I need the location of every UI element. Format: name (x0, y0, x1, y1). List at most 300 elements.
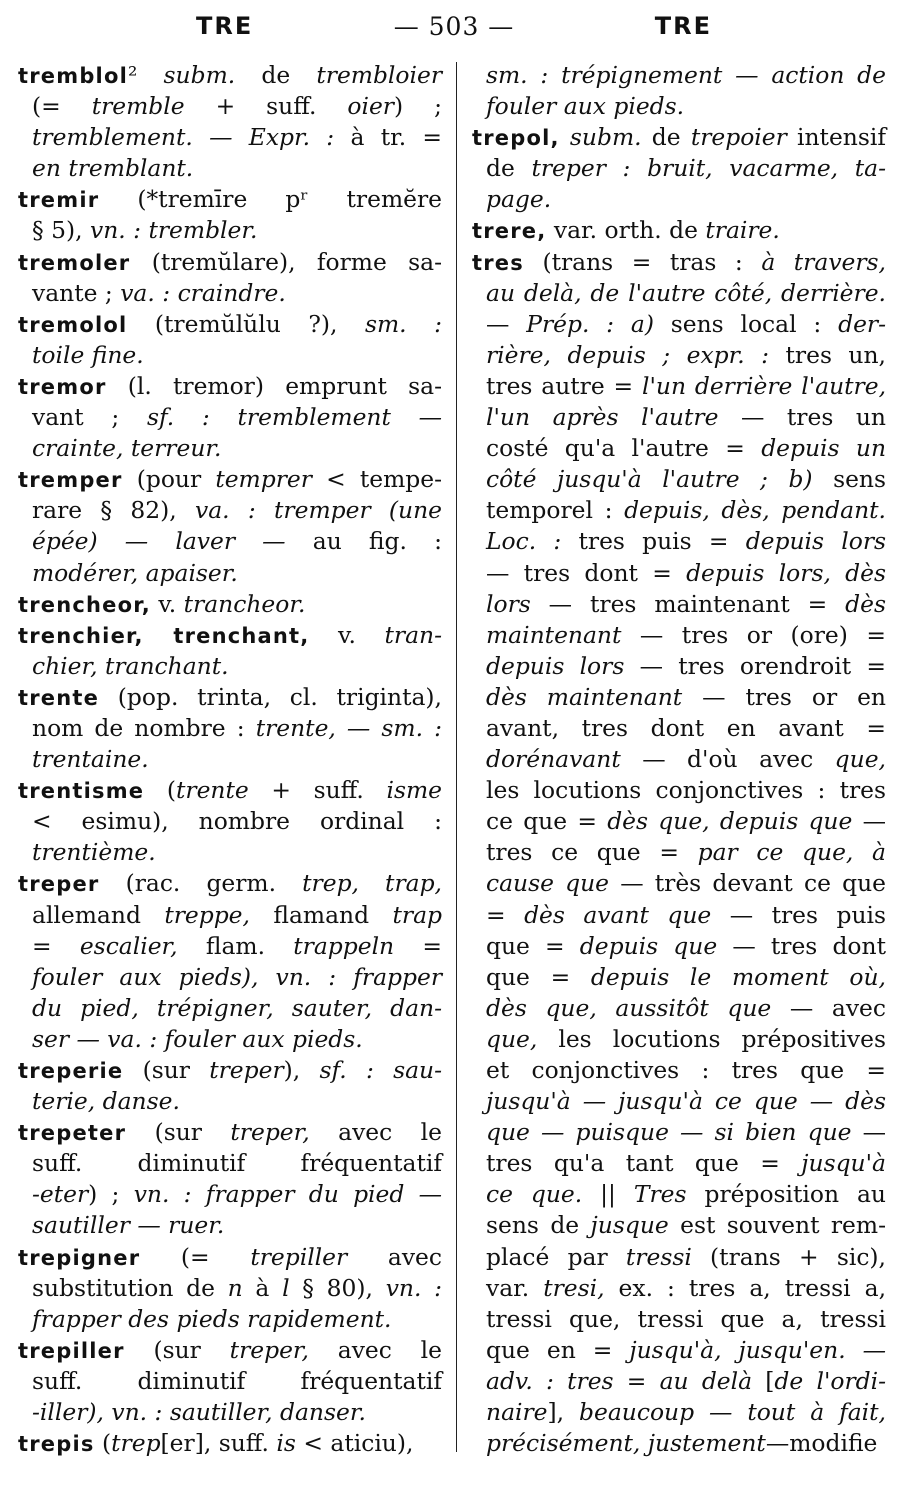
italic-text: que, (486, 1024, 538, 1053)
italic-text: modérer, apaiser. (32, 558, 238, 587)
text-segment: tres un, (769, 340, 886, 369)
entry-line (18, 60, 442, 91)
text-segment: ex. : tres a, tressi a, (604, 1273, 887, 1302)
italic-text: isme (386, 776, 442, 805)
text-segment: (= (32, 92, 92, 121)
text-segment: est souvent rem- (668, 1211, 886, 1240)
italic-text: depuis que (579, 931, 718, 960)
headword: trenchier, trenchant, (18, 623, 310, 648)
italic-text: lors (486, 589, 531, 618)
text-segment: temporel : (486, 496, 625, 525)
text-segment: — tres dont (717, 931, 886, 960)
italic-text: jusqu'à — jusqu'à ce que — dès (486, 1087, 886, 1116)
text-segment: flam. (177, 931, 294, 960)
text-segment: = (394, 931, 442, 960)
text-segment: sens (812, 465, 886, 494)
italic-text: naire (486, 1398, 548, 1427)
italic-text: treper, (230, 1118, 310, 1147)
italic-text: que — puisque — si bien que (486, 1118, 852, 1147)
text-segment: [ (752, 1366, 775, 1395)
text-segment: tres qu'a tant que = (486, 1149, 802, 1178)
italic-text: l (282, 1273, 290, 1302)
italic-text: en tremblant. (32, 154, 194, 183)
text-segment: (trans + sic), (691, 1242, 886, 1271)
headword: trepiller (18, 1338, 125, 1363)
text-segment: intensif (786, 123, 886, 152)
entry-line (18, 184, 442, 215)
headword: tres (472, 250, 524, 275)
headword: trentisme (18, 779, 145, 804)
entry-line (18, 682, 442, 713)
text-line (472, 153, 886, 184)
text-line (472, 1242, 886, 1273)
italic-text: page. (486, 185, 552, 214)
text-line (18, 837, 442, 868)
italic-text: à travers, (761, 247, 886, 276)
page-header (18, 6, 898, 46)
italic-text: depuis lors, dès (686, 558, 886, 587)
italic-text: vn. : trembler. (90, 216, 258, 245)
text-line (472, 837, 886, 868)
text-segment: — tres maintenant = (530, 589, 846, 618)
text-line (472, 1024, 886, 1055)
text-line (472, 1366, 886, 1397)
text-segment: et conjonctives : tres que = (486, 1056, 886, 1084)
text-line (18, 215, 442, 246)
text-segment: vante ; (32, 278, 121, 307)
text-line (472, 868, 886, 899)
italic-text: tran- (384, 620, 443, 649)
text-line (18, 1086, 442, 1117)
italic-text: trentaine. (32, 745, 149, 774)
text-segment: les locutions conjonctives : tres (486, 776, 886, 805)
italic-text: cause que (486, 869, 610, 898)
text-segment: ( (94, 1429, 112, 1458)
italic-text: crainte, terreur. (32, 434, 222, 463)
italic-text: escalier, (79, 931, 178, 960)
text-line (472, 371, 886, 402)
text-segment: v. (309, 620, 385, 649)
text-line (472, 1273, 886, 1304)
italic-text: -eter (32, 1180, 89, 1209)
headword: tremoler (18, 250, 131, 275)
italic-text: dès que, depuis que (607, 807, 853, 836)
italic-text: sf. : tremblement — (146, 403, 442, 432)
italic-text: treper : bruit, vacarme, ta- (531, 154, 886, 183)
italic-text: sm. : trépignement — action de (486, 61, 886, 89)
text-segment: + suff. (184, 92, 348, 121)
italic-text: vn. : (385, 1273, 443, 1302)
text-line (472, 806, 886, 837)
italic-text: Loc. : (486, 527, 562, 556)
text-line (18, 1304, 442, 1335)
italic-text: traire. (705, 216, 780, 245)
text-line (472, 340, 886, 371)
text-segment: — très devant ce que (609, 869, 886, 898)
italic-text: va. : tremper (une (195, 496, 442, 525)
text-line (472, 900, 886, 931)
text-line (18, 806, 442, 837)
text-segment: (trans = tras : (523, 247, 762, 276)
italic-text: depuis le moment où, (590, 962, 886, 991)
text-line (472, 433, 886, 464)
italic-text: terie, danse. (32, 1087, 180, 1116)
text-segment: ( (144, 776, 176, 805)
page-number: — 503 — (393, 11, 515, 41)
text-line (18, 495, 442, 526)
italic-text: trepiller (250, 1242, 348, 1271)
text-line (18, 153, 442, 184)
text-segment: [er], suff. (160, 1429, 277, 1458)
text-segment: — avec (771, 993, 886, 1022)
headword: tremblol (18, 64, 128, 88)
italic-text: trembloier (316, 61, 443, 89)
italic-text: trentième. (32, 838, 156, 867)
italic-text: trap (392, 900, 442, 929)
italic-text: que, (834, 745, 886, 774)
text-line (472, 589, 886, 620)
text-line (18, 713, 442, 744)
text-segment: (pour (122, 465, 216, 494)
text-line (18, 402, 442, 433)
text-line (472, 962, 886, 993)
text-line (472, 60, 886, 91)
headword: treperie (18, 1059, 124, 1083)
italic-text: frapper des pieds rapidement. (32, 1304, 392, 1333)
text-segment: que en = (486, 1335, 630, 1364)
text-segment: préposition au (686, 1180, 887, 1209)
headword: trepigner (18, 1245, 141, 1270)
text-line (472, 495, 886, 526)
running-head-left: TRE (196, 12, 254, 40)
italic-text: sautiller — ruer. (32, 1211, 225, 1240)
entry-line (18, 775, 442, 806)
italic-text: fouler aux pieds. (486, 92, 685, 121)
text-line (472, 526, 886, 557)
italic-text: depuis un (761, 434, 887, 463)
italic-text: der- (838, 309, 886, 338)
italic-text: oier (347, 92, 394, 121)
text-segment: placé par (486, 1242, 626, 1271)
text-segment: avant, tres dont en avant = (486, 713, 886, 742)
text-segment: § 5), (32, 216, 91, 245)
text-line (472, 775, 886, 806)
text-line (472, 744, 886, 775)
text-segment: — (852, 807, 886, 836)
text-segment: sens local : (653, 309, 839, 338)
italic-text: n (227, 1273, 243, 1302)
text-segment: § 80), (289, 1273, 386, 1302)
italic-text: jusque (590, 1211, 669, 1240)
text-segment: à tr. = (334, 123, 443, 152)
text-line (472, 1304, 886, 1335)
headword: trepeter (18, 1121, 127, 1146)
text-line (18, 1024, 442, 1055)
italic-text: vn. : frapper du pied — (133, 1180, 442, 1209)
text-segment: (sur (126, 1118, 231, 1147)
headword: trencheor, (18, 592, 151, 617)
text-line (472, 464, 886, 495)
entry-line (18, 1242, 442, 1273)
text-segment: — d'où avec (620, 745, 835, 774)
text-line (472, 1086, 886, 1117)
text-line (18, 1366, 442, 1397)
italic-text: dès avant que (524, 900, 712, 929)
text-segment: rare § 82), (32, 496, 195, 525)
text-segment: (rac. germ. (99, 869, 303, 898)
text-line (18, 993, 442, 1024)
italic-text: ser — va. : fouler aux pieds. (32, 1024, 363, 1053)
text-segment: nom de nombre : (32, 713, 256, 742)
text-line (18, 278, 442, 309)
text-segment: costé qu'a l'autre = (486, 434, 762, 463)
text-line (472, 620, 886, 651)
italic-text: depuis lors (486, 651, 625, 680)
text-line (18, 1397, 442, 1428)
entry-line (472, 122, 886, 153)
entry-line (18, 371, 442, 402)
text-segment: ² (127, 61, 164, 89)
italic-text: beaucoup — tout à fait, (579, 1398, 886, 1427)
text-segment: ], (547, 1398, 580, 1427)
text-segment: à (242, 1273, 283, 1302)
text-segment: ce que = (486, 807, 608, 836)
italic-text: côté jusqu'à l'autre ; b) (486, 465, 813, 494)
italic-text: sm. : (364, 309, 443, 338)
text-segment: (tremŭlare), forme sa- (130, 247, 442, 276)
text-segment: — tres dont = (486, 558, 687, 587)
text-segment: au fig. : (285, 527, 442, 556)
italic-text: trappeln (293, 931, 395, 960)
italic-text: treper (209, 1056, 284, 1084)
text-segment: ) ; (394, 92, 442, 121)
text-segment: substitution de (32, 1273, 228, 1302)
text-segment: + suff. (248, 776, 387, 805)
entry-line (18, 1117, 442, 1148)
text-line (472, 184, 886, 215)
italic-text: tressi (625, 1242, 692, 1271)
text-segment (560, 123, 570, 151)
italic-text: de l'ordi- (774, 1366, 886, 1395)
headword: tremolol (18, 312, 128, 337)
italic-text: chier, tranchant. (32, 651, 229, 680)
text-line (472, 651, 886, 682)
text-line (18, 931, 442, 962)
entry-line (18, 247, 442, 278)
entry-line (18, 620, 442, 651)
text-segment: ) ; (88, 1180, 134, 1209)
headword: tremper (18, 468, 123, 493)
italic-text: trepoier (690, 123, 787, 152)
text-segment: < tempe- (311, 465, 442, 494)
italic-text: ce que. (486, 1180, 583, 1209)
text-segment: (= (140, 1242, 251, 1271)
italic-text: l'un derrière l'autre, (641, 371, 887, 400)
italic-text: dès que, aussitôt que (486, 993, 772, 1022)
italic-text: trep (111, 1429, 161, 1458)
entry-line (18, 464, 442, 495)
text-line (18, 651, 442, 682)
italic-text: treppe, (164, 900, 250, 929)
text-line (18, 1273, 442, 1304)
text-line (18, 962, 442, 993)
text-segment: que = (486, 931, 580, 960)
text-line (18, 433, 442, 464)
text-line (472, 1397, 886, 1428)
entry-line (18, 1428, 442, 1459)
text-segment: —modifie (765, 1429, 878, 1458)
text-line (472, 309, 886, 340)
text-segment: sens de (486, 1211, 591, 1240)
text-line (472, 1148, 886, 1179)
text-line (472, 402, 886, 433)
text-segment: || (582, 1180, 634, 1209)
text-segment: flamand (249, 900, 393, 929)
text-line (18, 900, 442, 931)
italic-text: is (276, 1429, 296, 1458)
text-segment: — tres or (ore) = (621, 620, 886, 649)
italic-text: Prép. : a) (526, 309, 654, 338)
text-segment: vant ; (32, 403, 147, 432)
italic-text: dès maintenant (486, 682, 683, 711)
headword: tremir (18, 188, 100, 213)
text-line (472, 1210, 886, 1241)
entry-line (18, 309, 442, 340)
text-segment: — tres puis (711, 900, 886, 929)
text-segment: — tres orendroit = (624, 651, 886, 680)
text-segment: (sur (124, 1335, 230, 1364)
text-segment: ), (283, 1056, 320, 1084)
italic-text: dorénavant (486, 745, 621, 774)
headword: trepis (18, 1432, 95, 1457)
text-segment: (l. tremor) emprunt sa- (106, 371, 442, 400)
running-head-right: TRE (654, 12, 712, 40)
text-line (472, 1179, 886, 1210)
italic-text: jusqu'à, jusqu'en. — (629, 1335, 886, 1364)
italic-text: tremble (91, 92, 185, 121)
italic-text: treper, (229, 1335, 309, 1364)
italic-text: -iller), vn. : sautiller, danser. (32, 1398, 366, 1427)
italic-text: fouler aux pieds), vn. : frapper (32, 962, 442, 991)
italic-text: trente, — sm. : (255, 713, 442, 742)
italic-text: temprer (215, 465, 312, 494)
text-segment: avec le (309, 1118, 442, 1147)
text-line (472, 682, 886, 713)
headword: trere, (472, 219, 547, 244)
text-segment: de (641, 123, 691, 152)
text-segment: — tres or en (682, 682, 886, 711)
text-line (18, 1148, 442, 1179)
italic-text: tresi, (543, 1273, 605, 1302)
left-column (18, 60, 442, 1459)
text-segment: de (235, 61, 317, 89)
entry-line (472, 247, 886, 278)
text-segment: que = (486, 962, 591, 991)
text-segment: de (486, 154, 532, 183)
text-segment: suff. diminutif fréquentatif (32, 1149, 442, 1178)
text-segment: — (486, 309, 527, 338)
text-segment: — tres un (718, 403, 886, 432)
italic-text: Tres (633, 1180, 687, 1209)
italic-text: du pied, trépigner, sauter, dan- (32, 993, 442, 1022)
text-segment: tres ce que = (486, 838, 698, 867)
headword: tremor (18, 374, 107, 399)
text-segment: tressi que, tressi que a, tressi (486, 1304, 886, 1333)
text-segment: — (851, 1118, 887, 1147)
text-segment: (tremŭlŭlu ?), (127, 309, 365, 338)
text-segment: (*tremīre pʳ tremĕre (99, 185, 442, 214)
entry-line (18, 1055, 442, 1086)
text-line (18, 744, 442, 775)
text-line (18, 1210, 442, 1241)
text-segment: avec (347, 1242, 442, 1271)
text-segment: = (32, 931, 80, 960)
text-line (472, 993, 886, 1024)
headword: trepol, (472, 126, 560, 151)
text-line (472, 931, 886, 962)
text-segment: tres puis = (561, 527, 746, 556)
italic-text: jusqu'à (801, 1149, 886, 1178)
text-line (18, 91, 442, 122)
text-segment: allemand (32, 900, 165, 929)
text-line (472, 1428, 886, 1459)
right-column (472, 60, 886, 1459)
italic-text: trente (176, 776, 249, 805)
italic-text: subm. (569, 123, 642, 152)
italic-text: maintenant (486, 620, 622, 649)
text-segment: var. (486, 1273, 544, 1302)
italic-text: sf. : sau- (319, 1056, 442, 1084)
text-line (472, 1117, 886, 1148)
italic-text: épée) — laver — (32, 527, 286, 556)
text-segment: les locutions prépositives (537, 1024, 886, 1053)
text-segment: (sur (123, 1056, 210, 1084)
text-line (472, 278, 886, 309)
italic-text: au delà, de l'autre côté, derrière. (486, 278, 886, 307)
italic-text: l'un après l'autre (486, 403, 719, 432)
text-line (18, 526, 442, 557)
entry-line (18, 1335, 442, 1366)
italic-text: toile fine. (32, 340, 144, 369)
text-segment: var. orth. de (546, 216, 706, 245)
entry-line (18, 868, 442, 899)
text-line (472, 1055, 886, 1086)
text-line (18, 340, 442, 371)
italic-text: rière, depuis ; expr. : (486, 340, 770, 369)
italic-text: tremblement. — Expr. : (32, 123, 335, 152)
italic-text: par ce que, à (697, 838, 887, 867)
text-segment: v. (150, 589, 184, 618)
text-segment: (pop. trinta, cl. triginta), (99, 682, 442, 711)
text-line (472, 558, 886, 589)
text-line (18, 1179, 442, 1210)
text-segment: < esimu), nombre ordinal : (32, 807, 442, 836)
text-line (472, 1335, 886, 1366)
text-line (18, 558, 442, 589)
text-segment: avec le (308, 1335, 443, 1364)
text-line (18, 122, 442, 153)
italic-text: trep, trap, (302, 869, 442, 898)
italic-text: adv. : tres = au delà (486, 1366, 753, 1395)
headword: trente (18, 685, 100, 710)
text-line (472, 713, 886, 744)
text-segment: = (486, 900, 525, 929)
entry-line (18, 589, 442, 620)
italic-text: précisément, justement (486, 1429, 766, 1458)
entry-line (472, 215, 886, 246)
column-divider (456, 62, 457, 1452)
headword: treper (18, 872, 100, 897)
